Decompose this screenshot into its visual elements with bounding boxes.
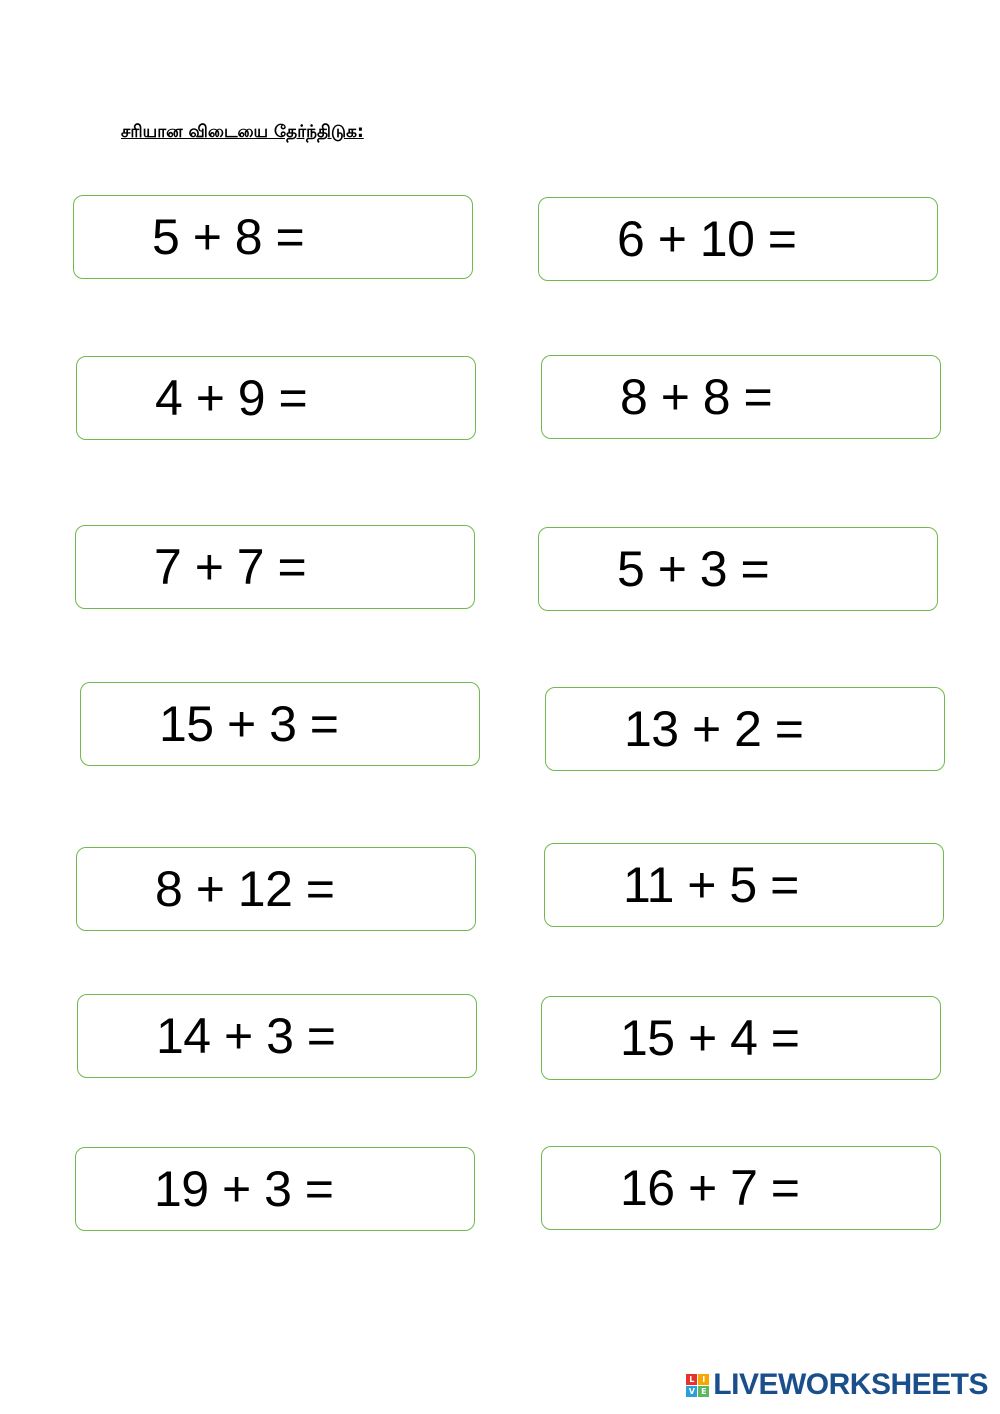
question-box bbox=[541, 355, 941, 439]
question-box bbox=[544, 843, 944, 927]
question-box bbox=[77, 994, 477, 1078]
question-box bbox=[73, 195, 473, 279]
question-text: 15 + 4 = bbox=[620, 1010, 800, 1066]
question-box bbox=[538, 197, 938, 281]
question-text: 16 + 7 = bbox=[620, 1160, 800, 1216]
question-text: 4 + 9 = bbox=[155, 370, 308, 426]
question-text: 7 + 7 = bbox=[154, 539, 307, 595]
logo-letter: V bbox=[686, 1386, 697, 1397]
question-text: 8 + 12 = bbox=[155, 861, 335, 917]
question-box bbox=[76, 356, 476, 440]
question-text: 15 + 3 = bbox=[159, 696, 339, 752]
question-text: 6 + 10 = bbox=[617, 211, 797, 267]
brand-name: LIVEWORKSHEETS bbox=[713, 1368, 988, 1401]
question-box bbox=[541, 1146, 941, 1230]
question-text: 11 + 5 = bbox=[623, 857, 799, 913]
logo-letter: I bbox=[698, 1374, 709, 1385]
question-text: 8 + 8 = bbox=[620, 369, 773, 425]
question-box bbox=[541, 996, 941, 1080]
question-box bbox=[545, 687, 945, 771]
question-text: 5 + 3 = bbox=[617, 541, 770, 597]
liveworksheets-logo-icon bbox=[686, 1374, 709, 1397]
instruction-title: சரியான விடையை தேர்ந்திடுக: bbox=[121, 122, 364, 142]
question-box bbox=[75, 525, 475, 609]
logo-letter: E bbox=[698, 1386, 709, 1397]
question-text: 13 + 2 = bbox=[624, 701, 804, 757]
question-text: 19 + 3 = bbox=[154, 1161, 334, 1217]
question-box bbox=[538, 527, 938, 611]
question-box bbox=[75, 1147, 475, 1231]
question-box bbox=[76, 847, 476, 931]
liveworksheets-brand bbox=[686, 1368, 988, 1402]
logo-letter: L bbox=[686, 1374, 697, 1385]
question-text: 5 + 8 = bbox=[152, 209, 305, 265]
question-box bbox=[80, 682, 480, 766]
question-text: 14 + 3 = bbox=[156, 1008, 336, 1064]
